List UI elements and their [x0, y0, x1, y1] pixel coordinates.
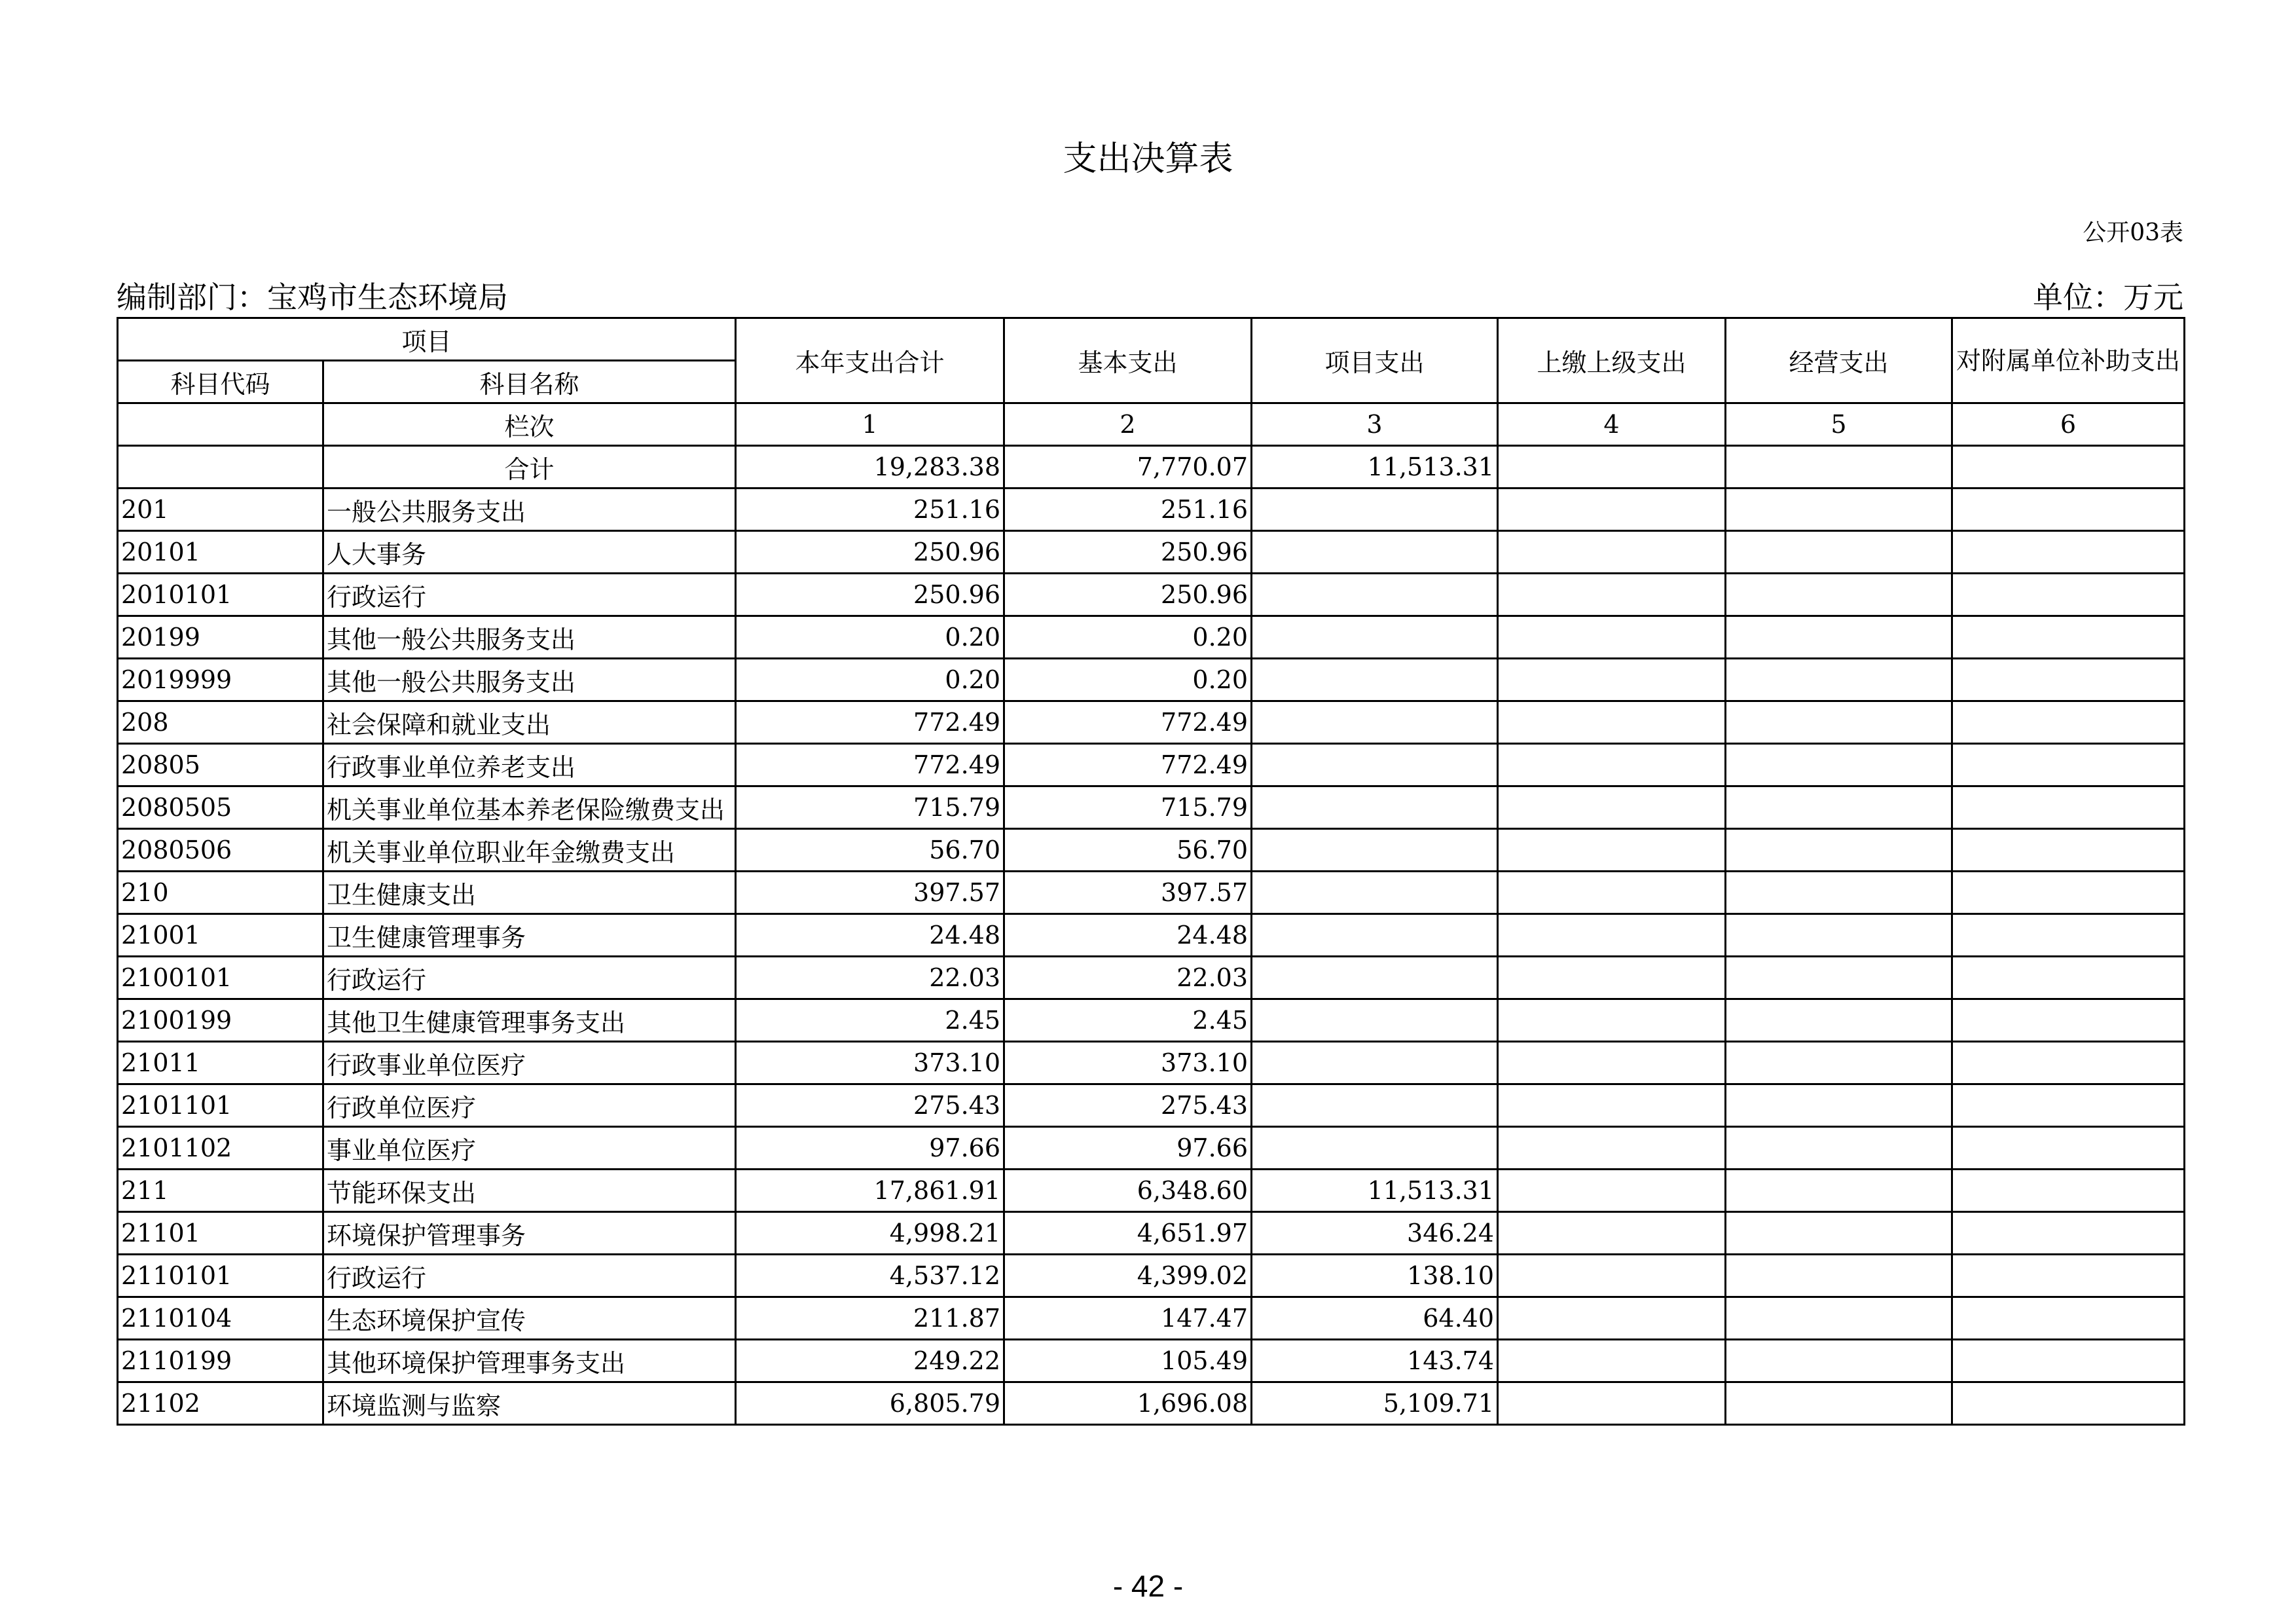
basic-cell: 6,348.60	[1004, 1170, 1252, 1212]
business-cell	[1726, 1212, 1952, 1255]
total-row	[118, 446, 2185, 489]
upper-cell	[1498, 957, 1726, 999]
unit-label: 单位：万元	[2033, 280, 2183, 315]
header-item-group: 项目	[118, 318, 736, 361]
subsidy-cell	[1952, 1212, 2185, 1255]
name-cell: 社会保障和就业支出	[323, 701, 736, 744]
table-row	[118, 1255, 2185, 1297]
total-cell: 0.20	[736, 659, 1004, 701]
table-row	[118, 1340, 2185, 1382]
basic-cell: 715.79	[1004, 786, 1252, 829]
business-cell	[1726, 1127, 1952, 1170]
header-business: 经营支出	[1726, 318, 1952, 403]
upper-cell	[1498, 999, 1726, 1042]
business-cell	[1726, 829, 1952, 872]
project-cell	[1252, 1084, 1498, 1127]
code-cell: 21011	[118, 1042, 323, 1084]
subsidy-cell	[1952, 616, 2185, 659]
total-cell: 211.87	[736, 1297, 1004, 1340]
total-cell: 373.10	[736, 1042, 1004, 1084]
total-cell: 6,805.79	[736, 1382, 1004, 1425]
total-cell: 17,861.91	[736, 1170, 1004, 1212]
header-upper: 上缴上级支出	[1498, 318, 1726, 403]
subsidy-cell	[1952, 1382, 2185, 1425]
name-cell: 机关事业单位基本养老保险缴费支出	[323, 786, 736, 829]
total-cell: 397.57	[736, 872, 1004, 914]
project-cell	[1252, 616, 1498, 659]
total-total: 19,283.38	[736, 446, 1004, 489]
table-row	[118, 744, 2185, 786]
subsidy-cell	[1952, 829, 2185, 872]
basic-cell: 250.96	[1004, 531, 1252, 574]
basic-cell: 147.47	[1004, 1297, 1252, 1340]
header-basic: 基本支出	[1004, 318, 1252, 403]
order-num: 6	[1952, 403, 2185, 446]
upper-cell	[1498, 1084, 1726, 1127]
upper-cell	[1498, 701, 1726, 744]
table-row	[118, 786, 2185, 829]
code-cell: 210	[118, 872, 323, 914]
header-total: 本年支出合计	[736, 318, 1004, 403]
name-cell: 卫生健康支出	[323, 872, 736, 914]
code-cell: 21102	[118, 1382, 323, 1425]
project-cell: 11,513.31	[1252, 1170, 1498, 1212]
project-cell	[1252, 574, 1498, 616]
code-cell: 20199	[118, 616, 323, 659]
business-cell	[1726, 914, 1952, 957]
total-cell: 772.49	[736, 744, 1004, 786]
total-cell: 249.22	[736, 1340, 1004, 1382]
subsidy-cell	[1952, 1042, 2185, 1084]
total-cell: 4,537.12	[736, 1255, 1004, 1297]
total-cell: 715.79	[736, 786, 1004, 829]
code-cell: 20101	[118, 531, 323, 574]
order-code-cell	[118, 403, 323, 446]
code-cell: 2101101	[118, 1084, 323, 1127]
total-basic: 7,770.07	[1004, 446, 1252, 489]
business-cell	[1726, 659, 1952, 701]
name-cell: 行政单位医疗	[323, 1084, 736, 1127]
table-row	[118, 999, 2185, 1042]
name-cell: 卫生健康管理事务	[323, 914, 736, 957]
business-cell	[1726, 1170, 1952, 1212]
upper-cell	[1498, 786, 1726, 829]
subsidy-cell	[1952, 1170, 2185, 1212]
total-cell: 0.20	[736, 616, 1004, 659]
name-cell: 环境保护管理事务	[323, 1212, 736, 1255]
table-row	[118, 1382, 2185, 1425]
name-cell: 生态环境保护宣传	[323, 1297, 736, 1340]
order-row	[118, 403, 2185, 446]
form-number: 公开03表	[2083, 219, 2183, 246]
name-cell: 节能环保支出	[323, 1170, 736, 1212]
table-row	[118, 531, 2185, 574]
code-cell: 2110199	[118, 1340, 323, 1382]
project-cell	[1252, 1127, 1498, 1170]
table-row	[118, 659, 2185, 701]
project-cell	[1252, 829, 1498, 872]
basic-cell: 0.20	[1004, 616, 1252, 659]
project-cell	[1252, 957, 1498, 999]
name-cell: 环境监测与监察	[323, 1382, 736, 1425]
business-cell	[1726, 701, 1952, 744]
total-subsidy	[1952, 446, 2185, 489]
basic-cell: 2.45	[1004, 999, 1252, 1042]
order-num: 5	[1726, 403, 1952, 446]
name-cell: 行政运行	[323, 1255, 736, 1297]
table-row	[118, 957, 2185, 999]
subsidy-cell	[1952, 1297, 2185, 1340]
subsidy-cell	[1952, 489, 2185, 531]
code-cell: 208	[118, 701, 323, 744]
project-cell	[1252, 786, 1498, 829]
table-row	[118, 1212, 2185, 1255]
project-cell	[1252, 744, 1498, 786]
upper-cell	[1498, 744, 1726, 786]
total-code-cell	[118, 446, 323, 489]
code-cell: 211	[118, 1170, 323, 1212]
basic-cell: 397.57	[1004, 872, 1252, 914]
upper-cell	[1498, 1340, 1726, 1382]
code-cell: 21101	[118, 1212, 323, 1255]
business-cell	[1726, 999, 1952, 1042]
upper-cell	[1498, 914, 1726, 957]
subsidy-cell	[1952, 744, 2185, 786]
business-cell	[1726, 531, 1952, 574]
upper-cell	[1498, 616, 1726, 659]
code-cell: 2019999	[118, 659, 323, 701]
subsidy-cell	[1952, 1255, 2185, 1297]
table-row	[118, 489, 2185, 531]
total-cell: 251.16	[736, 489, 1004, 531]
upper-cell	[1498, 1297, 1726, 1340]
code-cell: 2080505	[118, 786, 323, 829]
business-cell	[1726, 1255, 1952, 1297]
upper-cell	[1498, 531, 1726, 574]
code-cell: 2110104	[118, 1297, 323, 1340]
table-row	[118, 616, 2185, 659]
total-cell: 250.96	[736, 531, 1004, 574]
total-cell: 4,998.21	[736, 1212, 1004, 1255]
project-cell: 143.74	[1252, 1340, 1498, 1382]
code-cell: 2080506	[118, 829, 323, 872]
business-cell	[1726, 872, 1952, 914]
business-cell	[1726, 489, 1952, 531]
header-subsidy: 对附属单位补助支出	[1952, 318, 2185, 403]
header-name: 科目名称	[323, 361, 736, 403]
basic-cell: 275.43	[1004, 1084, 1252, 1127]
total-project: 11,513.31	[1252, 446, 1498, 489]
order-num: 2	[1004, 403, 1252, 446]
basic-cell: 56.70	[1004, 829, 1252, 872]
project-cell	[1252, 531, 1498, 574]
table-row	[118, 1170, 2185, 1212]
table-row	[118, 914, 2185, 957]
subsidy-cell	[1952, 659, 2185, 701]
business-cell	[1726, 1084, 1952, 1127]
subsidy-cell	[1952, 701, 2185, 744]
basic-cell: 772.49	[1004, 744, 1252, 786]
upper-cell	[1498, 1170, 1726, 1212]
name-cell: 机关事业单位职业年金缴费支出	[323, 829, 736, 872]
total-label: 合计	[323, 446, 736, 489]
header-project: 项目支出	[1252, 318, 1498, 403]
name-cell: 一般公共服务支出	[323, 489, 736, 531]
basic-cell: 4,399.02	[1004, 1255, 1252, 1297]
code-cell: 21001	[118, 914, 323, 957]
order-num: 3	[1252, 403, 1498, 446]
upper-cell	[1498, 659, 1726, 701]
upper-cell	[1498, 1127, 1726, 1170]
upper-cell	[1498, 1255, 1726, 1297]
upper-cell	[1498, 489, 1726, 531]
business-cell	[1726, 786, 1952, 829]
project-cell: 346.24	[1252, 1212, 1498, 1255]
upper-cell	[1498, 1382, 1726, 1425]
total-cell: 97.66	[736, 1127, 1004, 1170]
order-num: 4	[1498, 403, 1726, 446]
expenditure-table	[117, 317, 2185, 1426]
upper-cell	[1498, 829, 1726, 872]
upper-cell	[1498, 872, 1726, 914]
header-code: 科目代码	[118, 361, 323, 403]
project-cell	[1252, 489, 1498, 531]
basic-cell: 772.49	[1004, 701, 1252, 744]
page-title: 支出决算表	[1063, 139, 1233, 179]
basic-cell: 24.48	[1004, 914, 1252, 957]
subsidy-cell	[1952, 786, 2185, 829]
subsidy-cell	[1952, 574, 2185, 616]
total-cell: 250.96	[736, 574, 1004, 616]
business-cell	[1726, 574, 1952, 616]
project-cell: 138.10	[1252, 1255, 1498, 1297]
name-cell: 人大事务	[323, 531, 736, 574]
department-label: 编制部门：宝鸡市生态环境局	[117, 280, 508, 315]
code-cell: 201	[118, 489, 323, 531]
basic-cell: 105.49	[1004, 1340, 1252, 1382]
business-cell	[1726, 616, 1952, 659]
page-number: - 42 -	[1112, 1569, 1184, 1603]
table-row	[118, 1042, 2185, 1084]
code-cell: 2100101	[118, 957, 323, 999]
project-cell: 5,109.71	[1252, 1382, 1498, 1425]
code-cell: 2101102	[118, 1127, 323, 1170]
code-cell: 2110101	[118, 1255, 323, 1297]
table-row	[118, 872, 2185, 914]
name-cell: 其他一般公共服务支出	[323, 659, 736, 701]
project-cell	[1252, 914, 1498, 957]
basic-cell: 4,651.97	[1004, 1212, 1252, 1255]
name-cell: 行政事业单位养老支出	[323, 744, 736, 786]
basic-cell: 1,696.08	[1004, 1382, 1252, 1425]
name-cell: 其他一般公共服务支出	[323, 616, 736, 659]
name-cell: 其他卫生健康管理事务支出	[323, 999, 736, 1042]
basic-cell: 22.03	[1004, 957, 1252, 999]
business-cell	[1726, 1340, 1952, 1382]
business-cell	[1726, 1297, 1952, 1340]
code-cell: 2100199	[118, 999, 323, 1042]
subsidy-cell	[1952, 1084, 2185, 1127]
total-cell: 2.45	[736, 999, 1004, 1042]
basic-cell: 373.10	[1004, 1042, 1252, 1084]
basic-cell: 251.16	[1004, 489, 1252, 531]
total-cell: 772.49	[736, 701, 1004, 744]
table-row	[118, 701, 2185, 744]
name-cell: 事业单位医疗	[323, 1127, 736, 1170]
name-cell: 行政事业单位医疗	[323, 1042, 736, 1084]
project-cell	[1252, 659, 1498, 701]
project-cell	[1252, 701, 1498, 744]
name-cell: 行政运行	[323, 957, 736, 999]
basic-cell: 0.20	[1004, 659, 1252, 701]
table-row	[118, 829, 2185, 872]
total-cell: 22.03	[736, 957, 1004, 999]
upper-cell	[1498, 1042, 1726, 1084]
order-label: 栏次	[323, 403, 736, 446]
total-upper	[1498, 446, 1726, 489]
table-row	[118, 1297, 2185, 1340]
table-row	[118, 574, 2185, 616]
name-cell: 其他环境保护管理事务支出	[323, 1340, 736, 1382]
project-cell	[1252, 1042, 1498, 1084]
name-cell: 行政运行	[323, 574, 736, 616]
business-cell	[1726, 744, 1952, 786]
table-row	[118, 1127, 2185, 1170]
total-business	[1726, 446, 1952, 489]
total-cell: 275.43	[736, 1084, 1004, 1127]
upper-cell	[1498, 574, 1726, 616]
table-row	[118, 1084, 2185, 1127]
subsidy-cell	[1952, 999, 2185, 1042]
subsidy-cell	[1952, 914, 2185, 957]
upper-cell	[1498, 1212, 1726, 1255]
subsidy-cell	[1952, 872, 2185, 914]
order-num: 1	[736, 403, 1004, 446]
code-cell: 2010101	[118, 574, 323, 616]
subsidy-cell	[1952, 957, 2185, 999]
business-cell	[1726, 1042, 1952, 1084]
code-cell: 20805	[118, 744, 323, 786]
subsidy-cell	[1952, 1127, 2185, 1170]
business-cell	[1726, 957, 1952, 999]
business-cell	[1726, 1382, 1952, 1425]
project-cell: 64.40	[1252, 1297, 1498, 1340]
subsidy-cell	[1952, 1340, 2185, 1382]
project-cell	[1252, 872, 1498, 914]
subsidy-cell	[1952, 531, 2185, 574]
total-cell: 24.48	[736, 914, 1004, 957]
project-cell	[1252, 999, 1498, 1042]
basic-cell: 97.66	[1004, 1127, 1252, 1170]
total-cell: 56.70	[736, 829, 1004, 872]
basic-cell: 250.96	[1004, 574, 1252, 616]
